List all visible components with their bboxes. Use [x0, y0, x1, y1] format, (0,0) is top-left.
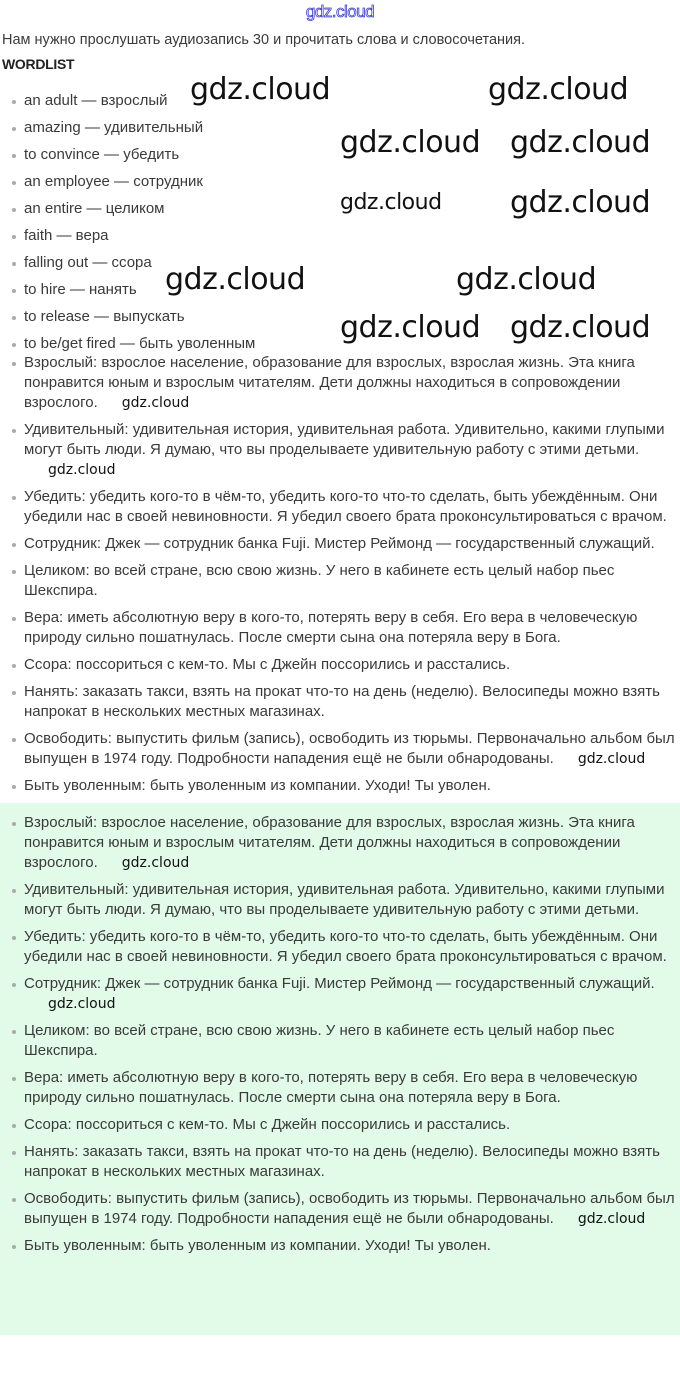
list-item: to hire — нанять [0, 280, 137, 307]
watermark: gdz.cloud [340, 125, 481, 160]
wordlist [0, 91, 255, 361]
highlighted-section [0, 803, 680, 1335]
item-text: Вера: иметь абсолютную веру в кого-то, потерять веру в себя. Его вера в человеческую природу сильно пошатнулась. После смерти сына она потеряла веру в Бога. [24, 1069, 638, 1106]
watermark: gdz.cloud [340, 310, 481, 345]
item-text: Освободить: выпустить фильм (запись), освободить из тюрьмы. Первоначально альбом был выпущен в 1974 году. Подробности нападения ещё не были обнародованы. [24, 730, 675, 767]
list-item [0, 1189, 680, 1229]
list-item [0, 1021, 680, 1061]
list-item [0, 1142, 680, 1182]
item-text: Убедить: убедить кого-то в чём-то, убедить кого-то что-то сделать, быть убеждённым. Они убедили нас в своей невиновности. Я убедил своего брата проконсультироваться с врачом. [24, 928, 667, 965]
watermark: gdz.cloud [456, 262, 597, 297]
list-item [0, 655, 680, 675]
watermark: gdz.cloud [577, 751, 646, 767]
item-text: Сотрудник: Джек — сотрудник банка Fuji. Мистер Реймонд — государственный служащий. [24, 975, 655, 992]
watermark: gdz.cloud [510, 125, 651, 160]
watermark: gdz.cloud [165, 262, 306, 297]
list-item: an employee — сотрудник [0, 172, 203, 199]
item-text: Нанять: заказать такси, взять на прокат что-то на день (неделю). Велосипеды можно взять напрокат в нескольких местных магазинах. [24, 1143, 660, 1180]
watermark: gdz.cloud [121, 855, 190, 871]
list-item [0, 813, 680, 873]
list-item [0, 420, 680, 480]
top-watermark: gdz.cloud [305, 2, 375, 21]
watermark: gdz.cloud [121, 395, 190, 411]
item-text: Взрослый: взрослое население, образование для взрослых, взрослая жизнь. Эта книга понравится юным и взрослым читателям. Дети должны находиться в сопровождении взрослого. [24, 814, 635, 871]
item-text: Целиком: во всей стране, всю свою жизнь. У него в кабинете есть целый набор пьес Шекспира. [24, 1022, 615, 1059]
examples-list [0, 353, 680, 796]
list-item [0, 1115, 680, 1135]
list-item [0, 927, 680, 967]
item-text: Вера: иметь абсолютную веру в кого-то, потерять веру в себя. Его вера в человеческую природу сильно пошатнулась. После смерти сына она потеряла веру в Бога. [24, 609, 638, 646]
watermark: gdz.cloud [577, 1211, 646, 1227]
item-text: Удивительный: удивительная история, удивительная работа. Удивительно, какими глупыми могут быть люди. Я думаю, что вы проделываете удивительную работу с этими детьми. [24, 421, 665, 458]
list-item: to convince — убедить [0, 145, 179, 172]
item-text: Удивительный: удивительная история, удивительная работа. Удивительно, какими глупыми могут быть люди. Я думаю, что вы проделываете удивительную работу с этими детьми. [24, 881, 665, 918]
list-item [0, 608, 680, 648]
list-item: an entire — целиком [0, 199, 165, 226]
list-item: faith — вера [0, 226, 109, 253]
watermark: gdz.cloud [340, 190, 442, 215]
item-text: Нанять: заказать такси, взять на прокат что-то на день (неделю). Велосипеды можно взять напрокат в нескольких местных магазинах. [24, 683, 660, 720]
list-item: to be/get fired — быть уволенным [0, 334, 255, 361]
wordlist-heading: WORDLIST [2, 56, 75, 72]
list-item: falling out — ссора [0, 253, 152, 280]
item-text: Ссора: поссориться с кем-то. Мы с Джейн поссорились и расстались. [24, 656, 511, 673]
list-item [0, 1068, 680, 1108]
list-item [0, 1236, 680, 1256]
item-text: Быть уволенным: быть уволенным из компании. Уходи! Ты уволен. [24, 1237, 491, 1254]
item-text: Целиком: во всей стране, всю свою жизнь. У него в кабинете есть целый набор пьес Шекспира. [24, 562, 615, 599]
intro-text: Нам нужно прослушать аудиозапись 30 и прочитать слова и словосочетания. [2, 32, 526, 48]
item-text: Ссора: поссориться с кем-то. Мы с Джейн поссорились и расстались. [24, 1116, 511, 1133]
list-item: amazing — удивительный [0, 118, 203, 145]
list-item [0, 776, 680, 796]
list-item [0, 534, 680, 554]
list-item [0, 487, 680, 527]
list-item [0, 682, 680, 722]
list-item: an adult — взрослый [0, 91, 168, 118]
watermark: gdz.cloud [510, 310, 651, 345]
item-text: Взрослый: взрослое население, образование для взрослых, взрослая жизнь. Эта книга понравится юным и взрослым читателям. Дети должны находиться в сопровождении взрослого. [24, 354, 635, 411]
examples-list-highlighted [0, 813, 680, 1256]
list-item [0, 880, 680, 920]
list-item [0, 974, 680, 1014]
item-text: Сотрудник: Джек — сотрудник банка Fuji. Мистер Реймонд — государственный служащий. [24, 535, 655, 552]
item-text: Быть уволенным: быть уволенным из компании. Уходи! Ты уволен. [24, 777, 491, 794]
watermark: gdz.cloud [48, 996, 116, 1012]
watermark: gdz.cloud [48, 462, 116, 478]
list-item: to release — выпускать [0, 307, 185, 334]
item-text: Освободить: выпустить фильм (запись), освободить из тюрьмы. Первоначально альбом был выпущен в 1974 году. Подробности нападения ещё не были обнародованы. [24, 1190, 675, 1227]
list-item [0, 729, 680, 769]
watermark: gdz.cloud [488, 72, 629, 107]
list-item [0, 353, 680, 413]
list-item [0, 561, 680, 601]
watermark: gdz.cloud [190, 72, 331, 107]
item-text: Убедить: убедить кого-то в чём-то, убедить кого-то что-то сделать, быть убеждённым. Они убедили нас в своей невиновности. Я убедил своего брата проконсультироваться с врачом. [24, 488, 667, 525]
watermark: gdz.cloud [510, 185, 651, 220]
